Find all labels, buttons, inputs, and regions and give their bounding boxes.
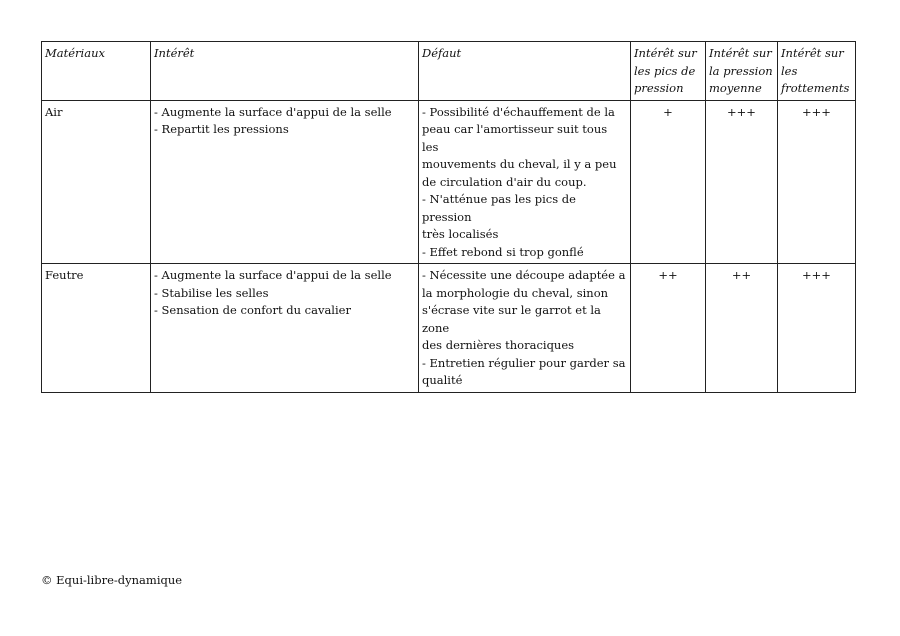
rating-pics: ++ [631, 264, 706, 393]
material-cell: Air [42, 100, 151, 264]
copyright-footer: © Equi-libre-dynamique [41, 573, 183, 587]
header-defaut: Défaut [419, 42, 631, 101]
interest-cell: - Augmente la surface d'appui de la selle - Stabilise les selles - Sensation de confort du cavalier [151, 264, 419, 393]
defaut-cell: - Nécessite une découpe adaptée a la morphologie du cheval, sinon s'écrase vite sur le garrot et la zone des dernières thoraciques - Entretien régulier pour garder sa qualité [419, 264, 631, 393]
interest-cell: - Augmente la surface d'appui de la selle - Repartit les pressions [151, 100, 419, 264]
header-materiaux: Matériaux [42, 42, 151, 101]
table-row [42, 264, 856, 393]
header-interet: Intérêt [151, 42, 419, 101]
defaut-cell: - Possibilité d'échauffement de la peau car l'amortisseur suit tous les mouvements du cheval, il y a peu de circulation d'air du coup. - N'atténue pas les pics de pression très localisés - Effet rebond si trop gonflé [419, 100, 631, 264]
header-interet-frottements: Intérêt sur les frottements [778, 42, 856, 101]
rating-moyenne: ++ [706, 264, 778, 393]
header-row [42, 42, 856, 101]
header-interet-pics: Intérêt sur les pics de pression [631, 42, 706, 101]
rating-moyenne: +++ [706, 100, 778, 264]
rating-frottements: +++ [778, 100, 856, 264]
table-row [42, 100, 856, 264]
material-cell: Feutre [42, 264, 151, 393]
header-interet-moyenne: Intérêt sur la pression moyenne [706, 42, 778, 101]
rating-frottements: +++ [778, 264, 856, 393]
rating-pics: + [631, 100, 706, 264]
comparison-table [41, 41, 856, 393]
